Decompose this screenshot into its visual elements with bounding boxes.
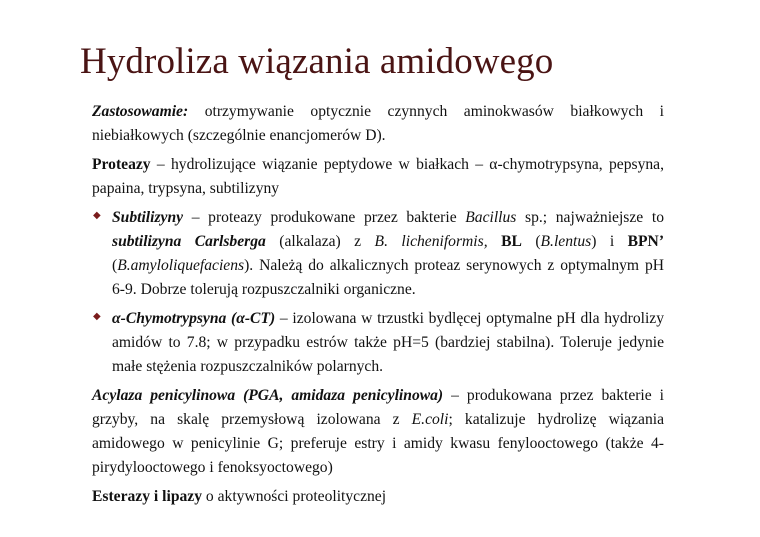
bpn-name: BPN’	[627, 233, 665, 250]
subtilisins-text-7: (	[112, 257, 118, 274]
carlsberg-name: subtilizyna Carlsberga	[112, 233, 266, 250]
ecoli-name: E.coli	[411, 411, 449, 428]
subtilisins-text-3: (alkalaza) z	[265, 233, 375, 250]
subtilisins-text-5: (	[521, 233, 541, 250]
subtilisins-text-8: ). Należą do alkalicznych proteaz serynowych z optymalnym pH 6-9. Dobrze tolerują rozpuszczalniki organiczne.	[112, 257, 664, 298]
paragraph-applications	[92, 100, 664, 148]
diamond-bullet-icon: ◆	[93, 210, 101, 221]
acylase-label: Acylaza penicylinowa (PGA, amidaza penicylinowa)	[92, 387, 444, 404]
bl-name: BL	[501, 233, 522, 250]
applications-text: otrzymywanie optycznie czynnych aminokwasów białkowych i niebiałkowych (szczególnie enancjomerów D).	[92, 103, 664, 144]
bullet-subtilisins	[92, 206, 664, 302]
subtilisins-text-4	[488, 233, 501, 250]
proteases-label: Proteazy	[92, 156, 151, 173]
bullet-chymotrypsin	[92, 307, 664, 379]
subtilisins-text-2: sp.; najważniejsze to	[516, 209, 664, 226]
chymotrypsin-label: α-Chymotrypsyna (α-CT)	[112, 310, 276, 327]
paragraph-proteases	[92, 153, 664, 201]
diamond-bullet-icon: ◆	[93, 311, 101, 322]
applications-label: Zastosowamie:	[92, 103, 189, 120]
subtilisins-label: Subtilizyny	[112, 209, 184, 226]
subtilisins-text-6: ) i	[591, 233, 628, 250]
esterases-text: o aktywności proteolitycznej	[202, 488, 387, 505]
subtilisins-text-1: – proteazy produkowane przez bakterie	[183, 209, 466, 226]
slide-content	[92, 100, 664, 514]
proteases-text: – hydrolizujące wiązanie peptydowe w białkach – α-chymotrypsyna, pepsyna, papaina, trypsyna, subtilizyny	[92, 156, 664, 197]
paragraph-penicillin-acylase	[92, 384, 664, 480]
paragraph-esterases	[92, 485, 664, 509]
chymotrypsin-text: – izolowana w trzustki bydlęcej optymalne pH dla hydrolizy amidów to 7.8; w przypadku estrów także pH=5 (bardziej stabilna). Toleruje jedynie małe stężenia rozpuszczalników polarnych.	[112, 310, 664, 375]
lentus-name: B.lentus	[540, 233, 592, 250]
slide-title: Hydroliza wiązania amidowego	[80, 41, 554, 82]
acylase-text-1: – produkowana przez bakterie i grzyby, na skalę przemysłową izolowana z	[92, 387, 664, 428]
esterases-label: Esterazy i lipazy	[92, 488, 203, 505]
bacillus-name: Bacillus	[465, 209, 517, 226]
licheniformis-name: B. licheniformis,	[374, 233, 488, 250]
acylase-text-2: ; katalizuje hydrolizę wiązania amidowego w penicylinie G; preferuje estry i amidy kwasu fenylooctowego (także 4-pirydylooctowego i fenoksyoctowego)	[92, 411, 664, 476]
amyloliquefaciens-name: B.amyloliquefaciens	[117, 257, 245, 274]
